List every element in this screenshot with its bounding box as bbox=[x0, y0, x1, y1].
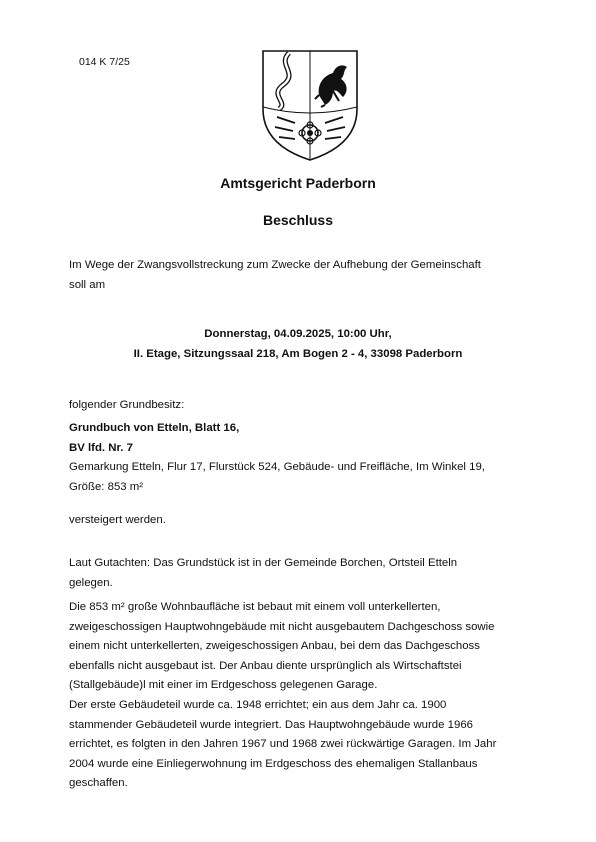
paragraph-line: Der erste Gebäudeteil wurde ca. 1948 errichtet; ein aus dem Jahr ca. 1900 bbox=[69, 699, 447, 711]
court-name: Amtsgericht Paderborn bbox=[220, 175, 376, 191]
paragraph-line: errichtet, es folgten in den Jahren 1967 und 1968 zwei rückwärtige Garagen. Im Jahr bbox=[69, 738, 497, 750]
assessment-paragraph-2 bbox=[69, 598, 539, 696]
property-details bbox=[69, 419, 539, 497]
paragraph-line: geschaffen. bbox=[69, 777, 128, 789]
parcel-description: Gemarkung Etteln, Flur 17, Flurstück 524, Gebäude- und Freifläche, Im Winkel 19, bbox=[69, 461, 485, 473]
paragraph-line: ebenfalls nicht ausgebaut ist. Der Anbau diente ursprünglich als Wirtschaftstei bbox=[69, 659, 462, 672]
land-register: Grundbuch von Etteln, Blatt 16, bbox=[69, 422, 240, 434]
auction-text: versteigert werden. bbox=[69, 514, 166, 526]
paragraph-line: zweigeschossigen Hauptwohngebäude mit nicht ausgebautem Dachgeschoss sowie bbox=[69, 620, 495, 633]
assessment-paragraph-1 bbox=[69, 554, 539, 593]
paragraph-line: Laut Gutachten: Das Grundstück ist in der Gemeinde Borchen, Ortsteil Etteln bbox=[69, 557, 458, 569]
file-reference: 014 K 7/25 bbox=[79, 56, 130, 68]
nrw-coat-of-arms-icon bbox=[259, 47, 361, 163]
property-heading: folgender Grundbesitz: bbox=[69, 399, 185, 411]
intro-text bbox=[69, 256, 539, 295]
parcel-size: Größe: 853 m² bbox=[69, 480, 144, 493]
paragraph-line: (Stallgebäude)l mit einer im Erdgeschoss gelegenen Garage. bbox=[69, 679, 378, 691]
appointment-date: Donnerstag, 04.09.2025, 10:00 Uhr, bbox=[204, 328, 392, 340]
paragraph-line: Die 853 m² große Wohnbaufläche ist bebaut mit einem voll unterkellerten, bbox=[69, 601, 441, 613]
assessment-paragraph-3 bbox=[69, 696, 539, 794]
document-title: Beschluss bbox=[262, 212, 334, 228]
appointment-place: II. Etage, Sitzungssaal 218, Am Bogen 2 - 4, 33098 Paderborn bbox=[133, 348, 463, 360]
paragraph-line: 2004 wurde eine Einliegerwohnung im Erdgeschoss des ehemaligen Stallanbaus bbox=[69, 757, 478, 770]
intro-line-2: soll am bbox=[69, 278, 106, 291]
intro-line-1: Im Wege der Zwangsvollstreckung zum Zwecke der Aufhebung der Gemeinschaft bbox=[69, 259, 481, 271]
paragraph-line: stammender Gebäudeteil wurde integriert. Das Hauptwohngebäude wurde 1966 bbox=[69, 718, 473, 731]
paragraph-line: einem nicht unterkellerten, zweigeschossigen Anbau, bei dem das Dachgeschoss bbox=[69, 640, 480, 652]
register-number: BV lfd. Nr. 7 bbox=[69, 441, 133, 454]
paragraph-line: gelegen. bbox=[69, 576, 113, 589]
